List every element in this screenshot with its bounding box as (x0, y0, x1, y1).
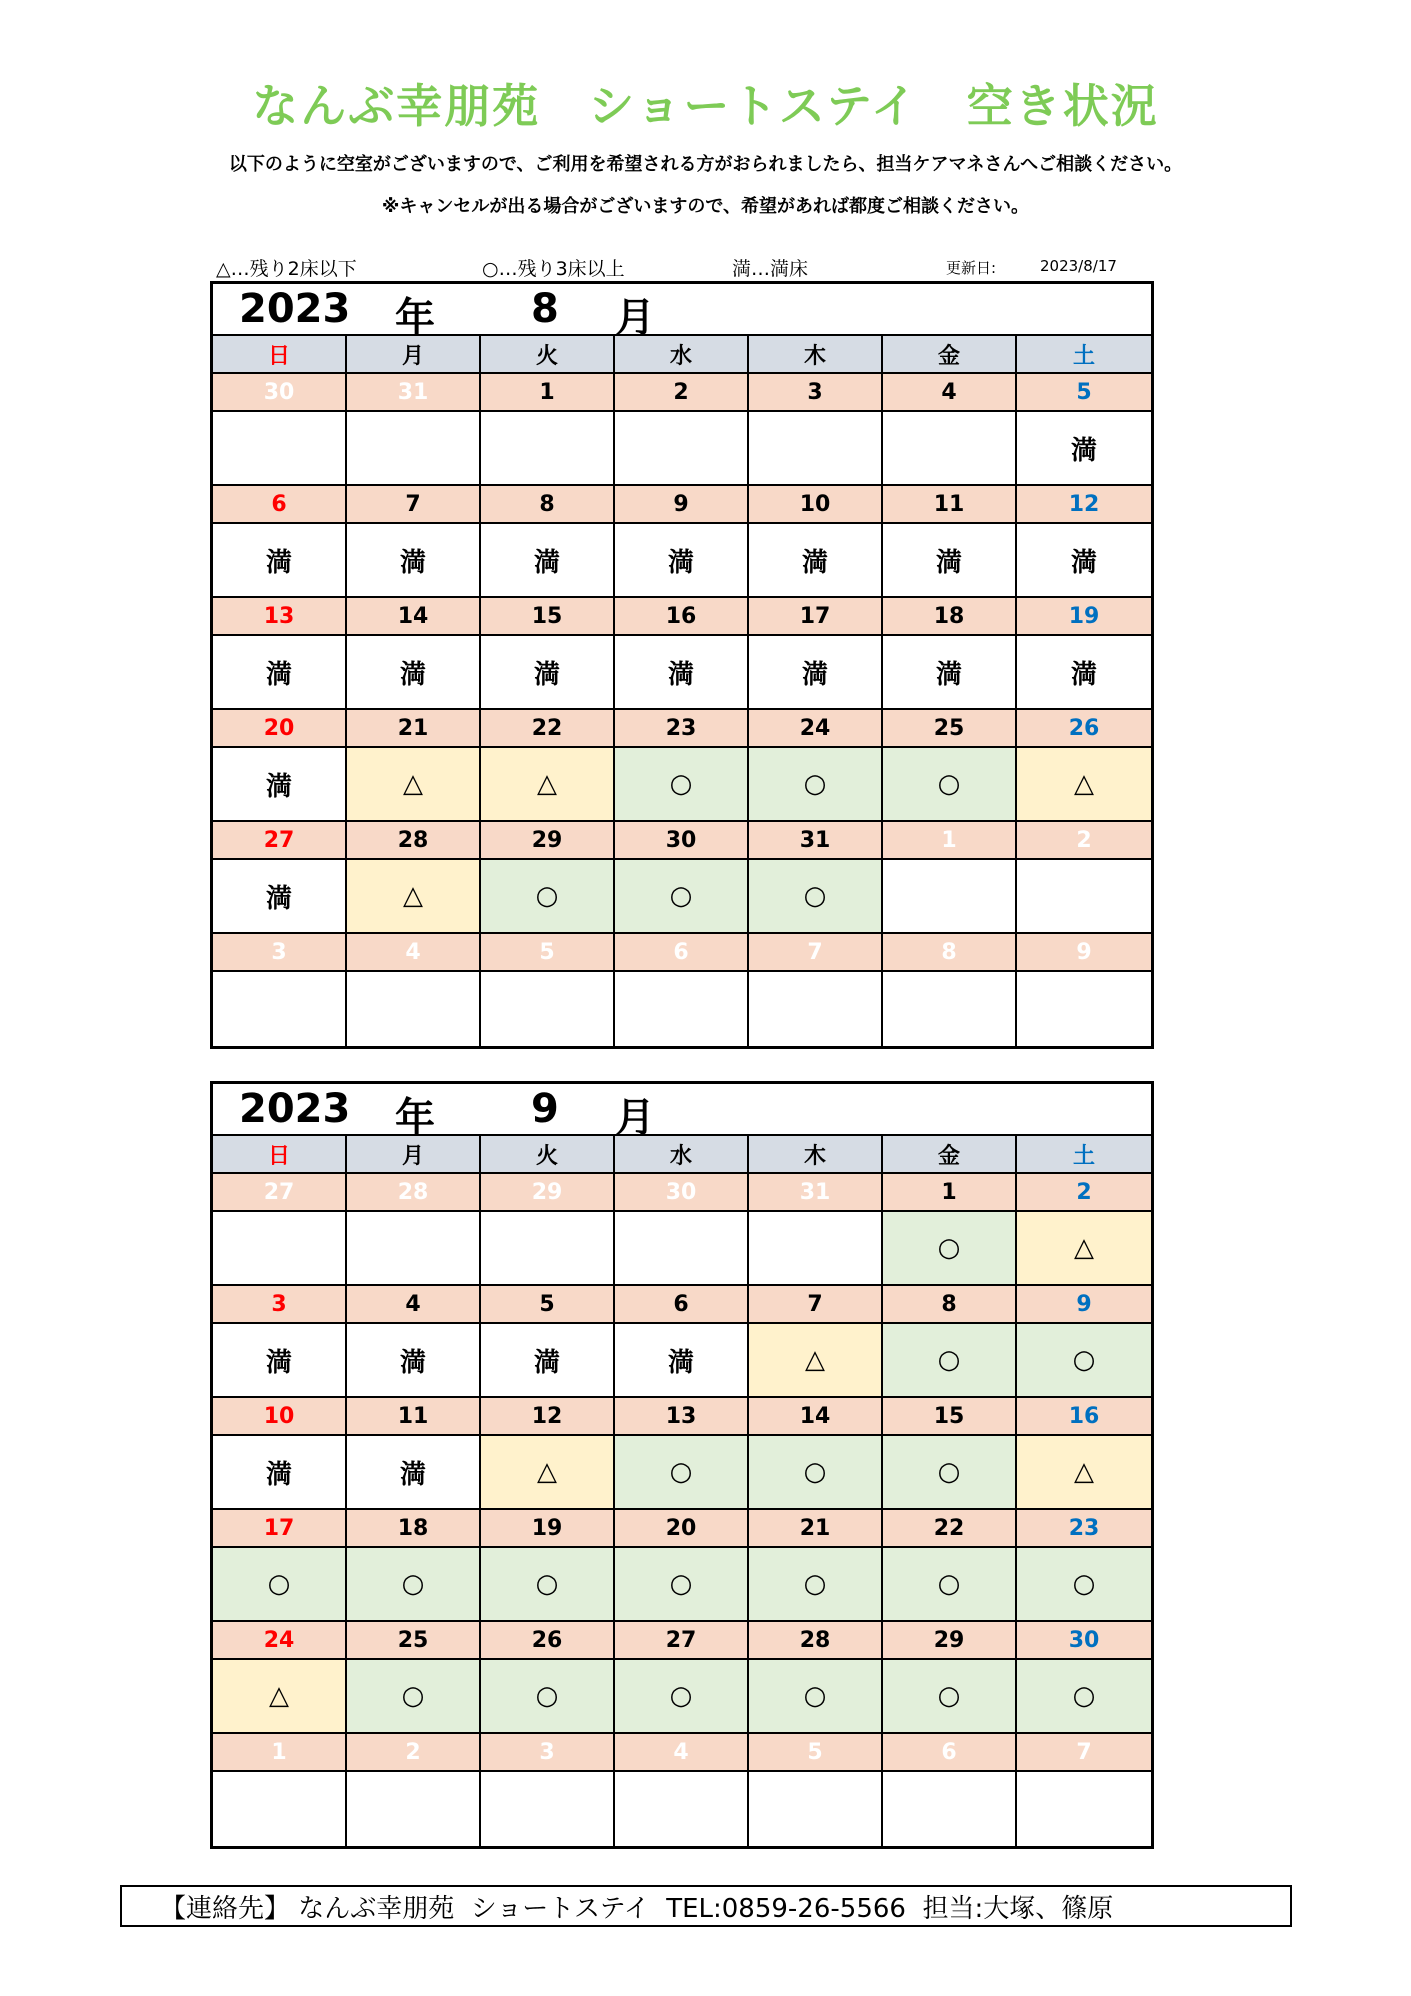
date-cell: 31 (749, 822, 883, 860)
availability-cell: ○ (615, 748, 749, 822)
date-cell: 27 (615, 1622, 749, 1660)
weekday-header: 月 (347, 336, 481, 374)
availability-cell: 満 (213, 748, 347, 822)
weekday-header: 日 (213, 336, 347, 374)
date-cell: 2 (347, 1734, 481, 1772)
date-cell: 2 (615, 374, 749, 412)
date-cell: 25 (883, 710, 1017, 748)
availability-cell: ○ (749, 1548, 883, 1622)
availability-cell (481, 972, 615, 1046)
availability-cell: △ (749, 1324, 883, 1398)
date-cell: 15 (481, 598, 615, 636)
calendar-month: 8 (531, 286, 559, 332)
availability-cell (749, 412, 883, 486)
availability-cell: ○ (883, 1436, 1017, 1510)
weekday-header: 金 (883, 1136, 1017, 1174)
date-cell: 1 (883, 822, 1017, 860)
date-cell: 30 (213, 374, 347, 412)
availability-cell (615, 1772, 749, 1846)
availability-cell: △ (347, 748, 481, 822)
date-cell: 20 (213, 710, 347, 748)
availability-cell: ○ (347, 1548, 481, 1622)
weekday-header: 土 (1017, 336, 1151, 374)
date-cell: 16 (615, 598, 749, 636)
date-cell: 5 (481, 934, 615, 972)
legend-triangle: △…残り2床以下 (216, 258, 357, 280)
availability-cell: 満 (615, 1324, 749, 1398)
notice-text: 以下のように空室がございますので、ご利用を希望される方がおられましたら、担当ケアマネさんへご相談ください。 (228, 154, 1183, 175)
date-cell: 19 (1017, 598, 1151, 636)
date-cell: 1 (213, 1734, 347, 1772)
availability-cell (749, 1772, 883, 1846)
availability-cell: 満 (213, 860, 347, 934)
availability-cell: 満 (615, 636, 749, 710)
date-cell: 21 (347, 710, 481, 748)
availability-cell (213, 972, 347, 1046)
availability-cell: ○ (883, 1548, 1017, 1622)
date-cell: 3 (749, 374, 883, 412)
cancel-notice-text: ※キャンセルが出る場合がございますので、希望があれば都度ご相談ください。 (381, 196, 1030, 217)
date-cell: 28 (347, 822, 481, 860)
availability-cell: ○ (883, 1324, 1017, 1398)
date-cell: 29 (481, 1174, 615, 1212)
availability-cell: ○ (749, 860, 883, 934)
legend-circle: ○…残り3床以上 (482, 258, 625, 280)
availability-cell: 満 (749, 636, 883, 710)
calendar-year: 2023 (239, 286, 351, 332)
calendar-grid (213, 1136, 1151, 1846)
availability-cell: ○ (615, 860, 749, 934)
date-cell: 10 (213, 1398, 347, 1436)
calendar-month: 9 (531, 1086, 559, 1132)
date-cell: 16 (1017, 1398, 1151, 1436)
date-cell: 7 (347, 486, 481, 524)
date-cell: 3 (481, 1734, 615, 1772)
availability-cell (481, 1212, 615, 1286)
updated-date: 2023/8/17 (1040, 257, 1117, 275)
date-cell: 5 (1017, 374, 1151, 412)
availability-cell: 満 (883, 636, 1017, 710)
legend-full: 満…満床 (732, 258, 809, 280)
date-cell: 5 (749, 1734, 883, 1772)
date-cell: 18 (883, 598, 1017, 636)
date-cell: 7 (749, 934, 883, 972)
availability-cell: 満 (213, 524, 347, 598)
availability-cell (347, 1772, 481, 1846)
weekday-header: 金 (883, 336, 1017, 374)
availability-cell (883, 860, 1017, 934)
availability-cell (615, 1212, 749, 1286)
availability-cell (883, 1772, 1017, 1846)
weekday-header: 月 (347, 1136, 481, 1174)
weekday-header: 水 (615, 336, 749, 374)
date-cell: 1 (883, 1174, 1017, 1212)
availability-cell (481, 412, 615, 486)
date-cell: 4 (347, 934, 481, 972)
date-cell: 8 (481, 486, 615, 524)
date-cell: 4 (883, 374, 1017, 412)
availability-cell: 満 (347, 1436, 481, 1510)
availability-cell: 満 (213, 636, 347, 710)
date-cell: 7 (1017, 1734, 1151, 1772)
date-cell: 5 (481, 1286, 615, 1324)
date-cell: 26 (481, 1622, 615, 1660)
date-cell: 12 (1017, 486, 1151, 524)
availability-cell: △ (213, 1660, 347, 1734)
date-cell: 6 (883, 1734, 1017, 1772)
availability-cell (615, 412, 749, 486)
calendar-header (213, 284, 1151, 341)
date-cell: 10 (749, 486, 883, 524)
date-cell: 19 (481, 1510, 615, 1548)
weekday-header: 木 (749, 336, 883, 374)
date-cell: 27 (213, 822, 347, 860)
availability-cell: ○ (749, 1436, 883, 1510)
date-cell: 24 (749, 710, 883, 748)
availability-cell: ○ (883, 748, 1017, 822)
calendar-september (210, 1081, 1154, 1849)
date-cell: 28 (749, 1622, 883, 1660)
availability-cell: 満 (749, 524, 883, 598)
date-cell: 9 (1017, 1286, 1151, 1324)
date-cell: 22 (481, 710, 615, 748)
availability-cell: △ (347, 860, 481, 934)
availability-cell (1017, 860, 1151, 934)
availability-cell: ○ (883, 1660, 1017, 1734)
availability-cell (347, 1212, 481, 1286)
availability-cell (213, 1212, 347, 1286)
date-cell: 27 (213, 1174, 347, 1212)
date-cell: 30 (615, 822, 749, 860)
date-cell: 29 (883, 1622, 1017, 1660)
availability-cell: △ (1017, 1212, 1151, 1286)
date-cell: 3 (213, 1286, 347, 1324)
availability-cell: 満 (213, 1436, 347, 1510)
availability-cell (749, 1212, 883, 1286)
availability-cell: ○ (481, 1660, 615, 1734)
calendar-grid (213, 336, 1151, 1046)
availability-cell: ○ (615, 1660, 749, 1734)
availability-cell (213, 412, 347, 486)
availability-cell: 満 (213, 1324, 347, 1398)
availability-cell (749, 972, 883, 1046)
weekday-header: 火 (481, 1136, 615, 1174)
calendar-header (213, 1084, 1151, 1141)
date-cell: 17 (213, 1510, 347, 1548)
weekday-header: 日 (213, 1136, 347, 1174)
date-cell: 15 (883, 1398, 1017, 1436)
date-cell: 1 (481, 374, 615, 412)
calendar-year-label: 年 (395, 295, 435, 341)
weekday-header: 木 (749, 1136, 883, 1174)
availability-cell (1017, 972, 1151, 1046)
date-cell: 24 (213, 1622, 347, 1660)
calendar-august (210, 281, 1154, 1049)
date-cell: 8 (883, 1286, 1017, 1324)
weekday-header: 火 (481, 336, 615, 374)
calendar-year-label: 年 (395, 1095, 435, 1141)
date-cell: 4 (347, 1286, 481, 1324)
date-cell: 31 (749, 1174, 883, 1212)
date-cell: 4 (615, 1734, 749, 1772)
availability-cell: 満 (347, 524, 481, 598)
availability-cell: ○ (481, 1548, 615, 1622)
date-cell: 13 (615, 1398, 749, 1436)
calendar-month-label: 月 (615, 1095, 655, 1141)
availability-cell (1017, 1772, 1151, 1846)
calendar-month-label: 月 (615, 295, 655, 341)
availability-cell (347, 972, 481, 1046)
availability-cell: ○ (347, 1660, 481, 1734)
date-cell: 11 (347, 1398, 481, 1436)
date-cell: 20 (615, 1510, 749, 1548)
date-cell: 28 (347, 1174, 481, 1212)
availability-cell: 満 (481, 1324, 615, 1398)
date-cell: 25 (347, 1622, 481, 1660)
date-cell: 11 (883, 486, 1017, 524)
availability-cell (481, 1772, 615, 1846)
date-cell: 7 (749, 1286, 883, 1324)
date-cell: 30 (615, 1174, 749, 1212)
date-cell: 17 (749, 598, 883, 636)
availability-cell: 満 (883, 524, 1017, 598)
date-cell: 12 (481, 1398, 615, 1436)
availability-cell: △ (481, 748, 615, 822)
availability-cell: 満 (347, 636, 481, 710)
availability-cell: ○ (1017, 1660, 1151, 1734)
date-cell: 21 (749, 1510, 883, 1548)
availability-cell: ○ (749, 748, 883, 822)
date-cell: 6 (615, 1286, 749, 1324)
contact-info: 【連絡先】 なんぶ幸朋苑 ショートステイ TEL:0859-26-5566 担当:大塚、篠原 (120, 1885, 1292, 1927)
date-cell: 23 (615, 710, 749, 748)
availability-cell: ○ (1017, 1324, 1151, 1398)
availability-cell (883, 972, 1017, 1046)
availability-cell (883, 412, 1017, 486)
date-cell: 14 (749, 1398, 883, 1436)
availability-cell: ○ (749, 1660, 883, 1734)
availability-cell: 満 (1017, 524, 1151, 598)
availability-cell: ○ (1017, 1548, 1151, 1622)
availability-cell: 満 (481, 636, 615, 710)
availability-cell (213, 1772, 347, 1846)
date-cell: 6 (615, 934, 749, 972)
availability-cell: 満 (1017, 636, 1151, 710)
date-cell: 14 (347, 598, 481, 636)
date-cell: 2 (1017, 1174, 1151, 1212)
page-title: なんぶ幸朋苑 ショートステイ 空き状況 (252, 79, 1159, 133)
availability-cell: 満 (1017, 412, 1151, 486)
availability-cell (615, 972, 749, 1046)
date-cell: 3 (213, 934, 347, 972)
date-cell: 23 (1017, 1510, 1151, 1548)
date-cell: 22 (883, 1510, 1017, 1548)
date-cell: 6 (213, 486, 347, 524)
availability-cell: 満 (347, 1324, 481, 1398)
weekday-header: 水 (615, 1136, 749, 1174)
date-cell: 30 (1017, 1622, 1151, 1660)
availability-cell: ○ (481, 860, 615, 934)
availability-cell: ○ (615, 1548, 749, 1622)
availability-cell: ○ (883, 1212, 1017, 1286)
date-cell: 8 (883, 934, 1017, 972)
date-cell: 31 (347, 374, 481, 412)
updated-label: 更新日: (946, 259, 997, 277)
availability-cell: ○ (615, 1436, 749, 1510)
date-cell: 29 (481, 822, 615, 860)
date-cell: 18 (347, 1510, 481, 1548)
date-cell: 9 (615, 486, 749, 524)
availability-cell: 満 (615, 524, 749, 598)
date-cell: 13 (213, 598, 347, 636)
availability-cell: △ (481, 1436, 615, 1510)
date-cell: 26 (1017, 710, 1151, 748)
weekday-header: 土 (1017, 1136, 1151, 1174)
date-cell: 9 (1017, 934, 1151, 972)
availability-cell: ○ (213, 1548, 347, 1622)
availability-cell: 満 (481, 524, 615, 598)
date-cell: 2 (1017, 822, 1151, 860)
calendar-year: 2023 (239, 1086, 351, 1132)
legend (210, 254, 1150, 280)
availability-cell (347, 412, 481, 486)
availability-cell: △ (1017, 748, 1151, 822)
availability-cell: △ (1017, 1436, 1151, 1510)
